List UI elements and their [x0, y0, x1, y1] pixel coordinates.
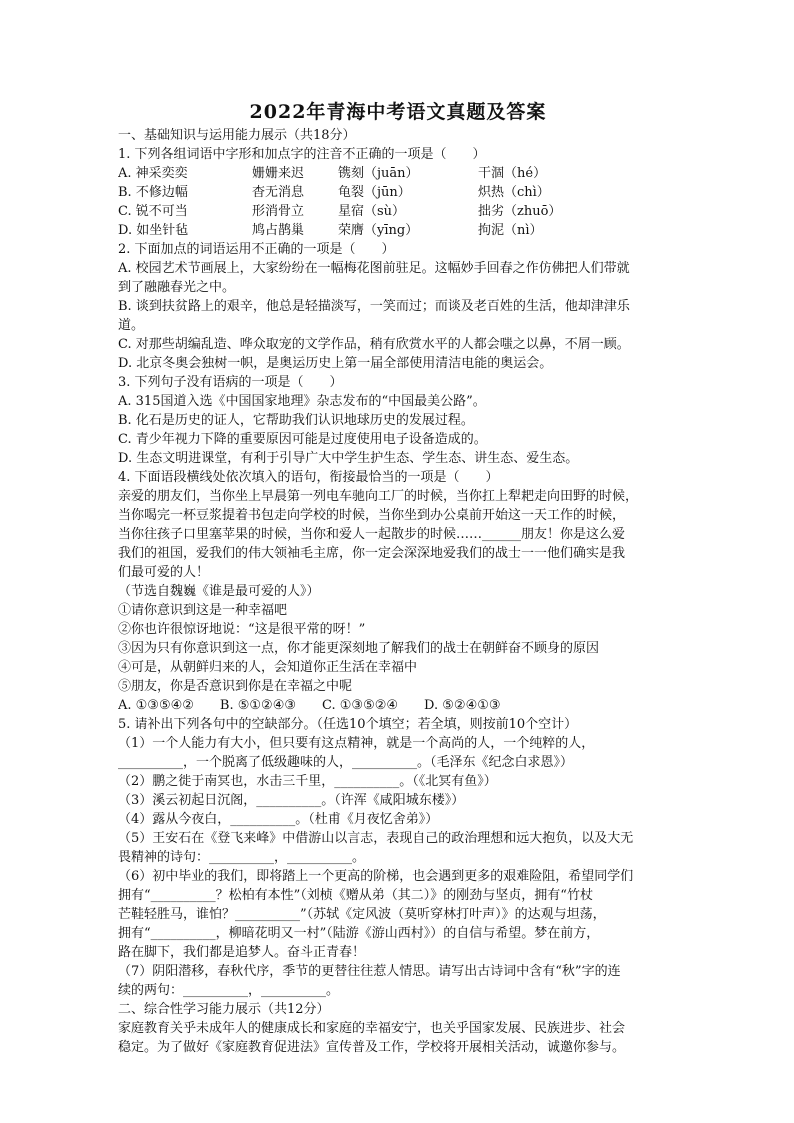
text-line: 亲爱的朋友们，当你坐上早晨第一列电车驰向工厂的时候，当你扛上犁耙走向田野的时候，: [118, 489, 639, 504]
sentence-item: ④可是，从朝鲜归来的人，会知道你正生活在幸福中: [118, 660, 418, 675]
text-line: C. 青少年视力下降的重要原因可能是过度使用电子设备造成的。: [118, 432, 487, 447]
section-heading: 一、基础知识与运用能力展示（共18分）: [118, 128, 356, 143]
text-line: D. 生态文明进课堂，有利于引导广大中学生护生态、学生态、讲生态、爱生态。: [118, 451, 579, 466]
text-line: 路在脚下，我们都是追梦人。奋斗正青春！: [118, 945, 366, 960]
option-cell: 鸠占鹊巢: [252, 223, 305, 238]
question-1: [118, 145, 678, 240]
text-line: 稳定。为了做好《家庭教育促进法》宣传普及工作，学校将开展相关活动，诚邀你参与。: [118, 1040, 626, 1055]
question-stem: 3. 下列句子没有语病的一项是（ ）: [118, 375, 343, 390]
text-line: （7）阴阳潜移，春秋代序，季节的更替往往惹人情思。请写出古诗词中含有“秋”字的连: [118, 964, 621, 979]
text-line: （5）王安石在《登飞来峰》中借游山以言志，表现自己的政治理想和远大抱负，以及大无: [118, 831, 634, 846]
text-line: 道。: [118, 318, 145, 333]
option-cell: 拘泥（nì）: [478, 223, 543, 238]
option-cell: 炽热（chì）: [478, 185, 550, 200]
text-line: 续的两句：__________，__________。: [118, 983, 340, 998]
text-line: 到了融融春光之中。: [118, 280, 236, 295]
text-line: （1）一个人能力有大小，但只要有这点精神，就是一个高尚的人，一个纯粹的人，: [118, 736, 595, 751]
text-line: （4）露从今夜白，__________。（杜甫《月夜忆舍弟》）: [118, 812, 439, 827]
question-stem: 2. 下面加点的词语运用不正确的一项是（ ）: [118, 242, 395, 257]
question-stem: 4. 下面语段横线处依次填入的语句，衔接最恰当的一项是（ ）: [118, 470, 499, 485]
option-cell: 形消骨立: [252, 204, 305, 219]
option-cell: 星宿（sù）: [338, 204, 406, 219]
sentence-item: ⑤朋友，你是否意识到你是在幸福之中呢: [118, 679, 353, 694]
text-line: 家庭教育关乎未成年人的健康成长和家庭的幸福安宁，也关乎国家发展、民族进步、社会: [118, 1021, 626, 1036]
source-citation: （节选自魏巍《谁是最可爱的人》）: [118, 584, 320, 599]
question-2: [118, 240, 678, 373]
option-cell: 荣膺（yīng）: [338, 223, 419, 238]
sentence-item: ①请你意识到这是一种幸福吧: [118, 603, 288, 618]
option-cell: 杳无消息: [252, 185, 305, 200]
text-line: （3）溪云初起日沉阁，__________。（许浑《咸阳城东楼》）: [118, 793, 465, 808]
question-3: [118, 373, 678, 468]
question-4: [118, 468, 678, 715]
option-row: [118, 221, 678, 240]
option-row: [118, 164, 678, 183]
option-cell: 拙劣（zhuō）: [478, 204, 562, 219]
text-line: __________，一个脱离了低级趣味的人，__________。（毛泽东《纪念白求恩》）: [118, 755, 574, 770]
text-line: A. 校园艺术节画展上，大家纷纷在一幅梅花图前驻足。这幅妙手回春之作仿佛把人们带就: [118, 261, 630, 276]
question-stem: 5. 请补出下列各句中的空缺部分。（任选10个填空；若全填，则按前10个空计）: [118, 717, 578, 732]
text-line: D. 北京冬奥会独树一帜，是奥运历史上第一届全部使用清洁电能的奥运会。: [118, 356, 553, 371]
text-line: A. 315国道入选《中国国家地理》杂志发布的“中国最美公路”。: [118, 394, 486, 409]
option-row: [118, 183, 678, 202]
sentence-item: ②你也许很惊讶地说：“这是很平常的呀！”: [118, 622, 366, 637]
option-cell: 干涸（hé）: [478, 166, 547, 181]
text-line: 畏精神的诗句：__________，__________。: [118, 850, 366, 865]
text-line: B. 化石是历史的证人，它帮助我们认识地球历史的发展过程。: [118, 413, 474, 428]
document-page: [118, 100, 678, 1057]
text-line: B. 谈到扶贫路上的艰辛，他总是轻描淡写，一笑而过；而谈及老百姓的生活，他却津津乐: [118, 299, 630, 314]
section-heading: 二、综合性学习能力展示（共12分）: [118, 1002, 330, 1017]
text-line: 拥有“__________，柳暗花明又一村”（陆游《游山西村》）的自信与希望。梦在前方，: [118, 926, 600, 941]
answer-options: A. ①③⑤④② B. ⑤①②④③ C. ①③⑤②④ D. ⑤②④①③: [118, 698, 501, 713]
text-line: （6）初中毕业的我们，即将踏上一个更高的阶梯，也会遇到更多的艰难险阻，希望同学们: [118, 869, 634, 884]
text-line: 们最可爱的人！: [118, 565, 210, 580]
option-row: [118, 202, 678, 221]
text-line: （2）鹏之徙于南冥也，水击三千里，__________。（《北冥有鱼》）: [118, 774, 497, 789]
option-cell: D. 如坐针毡: [118, 223, 189, 238]
text-line: 芒鞋轻胜马，谁怕？__________”（苏轼《定风波（莫听穿林打叶声）》的达观与坦荡，: [118, 907, 606, 922]
option-cell: C. 锐不可当: [118, 204, 188, 219]
option-cell: B. 不修边幅: [118, 185, 188, 200]
text-line: 我们的祖国，爱我们的伟大领袖毛主席，你一定会深深地爱我们的战士一一他们确实是我: [118, 546, 626, 561]
option-cell: 龟裂（jūn）: [338, 185, 411, 200]
text-line: C. 对那些胡编乱造、哗众取宠的文学作品，稍有欣赏水平的人都会嗤之以鼻，不屑一顾。: [118, 337, 630, 352]
question-5: [118, 715, 678, 1000]
text-line: 当你往孩子口里塞苹果的时候，当你和爱人一起散步的时候……______朋友！你是这么爱: [118, 527, 626, 542]
question-stem: 1. 下列各组词语中字形和加点字的注音不正确的一项是（ ）: [118, 147, 486, 162]
sentence-item: ③因为只有你意识到这一点，你才能更深刻地了解我们的战士在朝鲜奋不顾身的原因: [118, 641, 600, 656]
page-title: 2022年青海中考语文真题及答案: [249, 101, 547, 123]
option-cell: A. 神采奕奕: [118, 166, 188, 181]
option-cell: 镌刻（juān）: [338, 166, 419, 181]
text-line: 当你喝完一杯豆浆提着书包走向学校的时候，当你坐到办公桌前开始这一天工作的时候，: [118, 508, 626, 523]
text-line: 拥有“__________？松柏有本性”（刘桢《赠从弟（其二）》的刚劲与坚贞，拥有“竹杖: [118, 888, 593, 903]
option-cell: 姗姗来迟: [252, 166, 305, 181]
